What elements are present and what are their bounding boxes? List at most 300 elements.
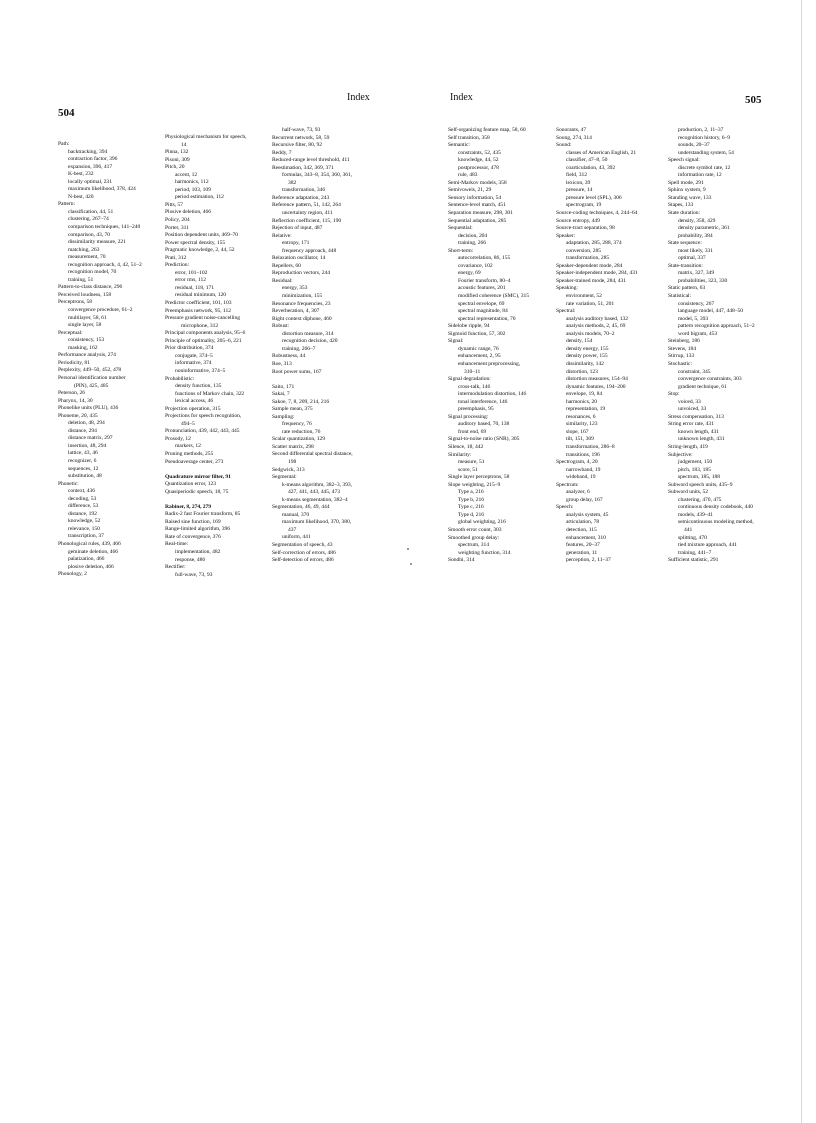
index-entry: Radix-2 fast Fourier transform, 85 bbox=[165, 511, 241, 518]
index-subentry: lexicon, 39 bbox=[566, 179, 591, 186]
index-entry: Segmentation, 46, 49, 444 bbox=[272, 504, 330, 511]
index-entry: Predictor coefficient, 101, 103 bbox=[165, 300, 232, 307]
index-subentry: adaptation, 285, 288, 374 bbox=[566, 240, 622, 247]
index-subentry: error, 101–102 bbox=[175, 269, 208, 276]
index-subentry: clustering, 267–74 bbox=[68, 216, 109, 223]
index-subentry: backtracking, 394 bbox=[68, 148, 108, 155]
index-entry: Rate of convergence, 376 bbox=[165, 533, 221, 540]
index-subentry: tied mixture approach, 441 bbox=[678, 542, 737, 549]
index-subentry: enhancement preprocessing, bbox=[458, 360, 521, 367]
index-subentry: lattice, 43, 46 bbox=[68, 450, 98, 457]
index-entry: Standing wave, 133 bbox=[668, 194, 712, 201]
index-entry: Rectifier: bbox=[165, 564, 186, 571]
right-page-number: 505 bbox=[745, 94, 762, 106]
index-subentry: training, 266 bbox=[458, 240, 486, 247]
index-entry: String error rate, 431 bbox=[668, 421, 714, 428]
index-subentry: plosive deletion, 466 bbox=[68, 563, 114, 570]
index-subentry: distortion, 123 bbox=[566, 368, 598, 375]
index-entry: Perceptrons, 58 bbox=[58, 299, 93, 306]
index-subentry: substitution, 48 bbox=[68, 473, 102, 480]
index-entry: Peterson, 26 bbox=[58, 390, 86, 397]
index-subentry: manual, 370 bbox=[282, 511, 310, 518]
index-subentry: Type b, 216 bbox=[458, 496, 484, 503]
index-entry: Pattern: bbox=[58, 201, 75, 208]
index-subentry: noninformative, 374–5 bbox=[175, 367, 226, 374]
index-entry: Robust: bbox=[272, 323, 290, 330]
index-subentry: markers, 12 bbox=[175, 443, 201, 450]
index-entry: Speaker-trained mode, 284, 431 bbox=[556, 277, 626, 284]
index-entry: Speech signal: bbox=[668, 157, 700, 164]
index-subentry: distance, 192 bbox=[68, 510, 97, 517]
index-entry: Steinberg, 186 bbox=[668, 338, 700, 345]
index-subentry: formulas, 343–8, 354, 360, 361, bbox=[282, 172, 353, 179]
index-subentry: response, 486 bbox=[175, 556, 206, 563]
index-entry: Rejection of input, 487 bbox=[272, 225, 323, 232]
index-subentry: covariance, 102 bbox=[458, 262, 493, 269]
index-entry: Scalar quantization, 129 bbox=[272, 436, 326, 443]
index-entry: Resonance frequencies, 23 bbox=[272, 300, 331, 307]
index-subentry: clustering, 470, 475 bbox=[678, 496, 722, 503]
index-subentry: acoustic features, 201 bbox=[458, 285, 506, 292]
index-subentry: distortion measure, 314 bbox=[282, 330, 334, 337]
index-column bbox=[668, 127, 755, 565]
index-entry: Self-correction of errors, 486 bbox=[272, 549, 336, 556]
index-entry: Reduced-range level threshold, 411 bbox=[272, 157, 350, 164]
index-entry: Signal degradation: bbox=[448, 376, 491, 383]
index-entry: Plosive deletion, 466 bbox=[165, 209, 212, 216]
index-subentry: rate reduction, 76 bbox=[282, 428, 321, 435]
index-subentry: knowledge, 44, 52 bbox=[458, 157, 499, 164]
index-subentry: production, 2, 11–37 bbox=[678, 127, 724, 133]
index-subentry: uncertainty region, 411 bbox=[282, 210, 333, 217]
index-entry: Pragmatic knowledge, 2, 44, 52 bbox=[165, 247, 235, 254]
index-subentry: field, 312 bbox=[566, 172, 587, 179]
index-subentry: word bigram, 453 bbox=[678, 330, 718, 337]
index-subentry: uniform, 441 bbox=[282, 534, 311, 541]
index-column bbox=[165, 134, 247, 579]
index-entry: Relative: bbox=[272, 232, 292, 239]
index-entry: Sphinx system, 9 bbox=[668, 187, 706, 194]
index-subentry: functions of Markov chain, 322 bbox=[175, 390, 245, 397]
index-subentry: modified coherence (SMC), 315 bbox=[458, 293, 529, 300]
index-entry: Reference adaptation, 243 bbox=[272, 194, 330, 201]
index-entry: Speaker-independent mode, 284, 431 bbox=[556, 270, 638, 277]
index-entry: Reproduction vectors, 244 bbox=[272, 270, 330, 277]
index-entry: Short-term: bbox=[448, 247, 474, 254]
index-entry: Periodicity, 81 bbox=[58, 359, 90, 366]
index-subentry: perception, 2, 11–37 bbox=[566, 557, 611, 564]
index-entry: Quasiperiodic speech, 18, 75 bbox=[165, 488, 229, 495]
index-subentry: single layer, 58 bbox=[68, 322, 102, 329]
index-subentry: N-best, 420 bbox=[68, 193, 94, 200]
index-subentry: dissimilarity measure, 221 bbox=[68, 239, 126, 246]
index-subentry: matching, 263 bbox=[68, 246, 100, 253]
index-subentry: convergence procedure, 61–2 bbox=[68, 307, 133, 314]
index-entry: Stapes, 133 bbox=[668, 202, 694, 209]
index-subentry: features, 20–37 bbox=[566, 542, 600, 549]
index-entry: Separation measure, 298, 301 bbox=[448, 210, 513, 217]
index-subentry: pattern recognition approach, 51–2 bbox=[678, 323, 755, 330]
index-subentry: global weighting, 216 bbox=[458, 519, 506, 526]
index-subentry: analysis methods, 2, 45, 69 bbox=[566, 323, 626, 330]
index-subentry: probability, 384 bbox=[678, 232, 713, 239]
index-entry: Preemphasis network, 95, 112 bbox=[165, 307, 231, 314]
index-subentry: density parametric, 361 bbox=[678, 225, 730, 232]
index-subentry: transformation, 286–8 bbox=[566, 443, 615, 450]
index-entry: Pattern-to-class distance, 296 bbox=[58, 284, 123, 291]
index-subentry: convergence constraints, 303 bbox=[678, 376, 742, 383]
index-subentry: most likely, 331 bbox=[678, 247, 714, 254]
index-entry: String-length, 419 bbox=[668, 443, 708, 450]
index-entry: Sample mean, 375 bbox=[272, 406, 313, 413]
index-subentry: classes of American English, 21 bbox=[566, 149, 637, 156]
index-subentry: lexical access, 46 bbox=[175, 398, 214, 405]
index-subentry: spectral magnitude, 84 bbox=[458, 308, 508, 315]
index-entry: Sufficient statistic, 291 bbox=[668, 557, 719, 564]
index-subentry: relevance, 150 bbox=[68, 525, 100, 532]
index-entry: Sidelobe ripple, 94 bbox=[448, 323, 490, 330]
index-entry: Subjective: bbox=[668, 451, 693, 458]
index-subentry: contraction factor, 396 bbox=[68, 156, 118, 163]
index-subentry: spectrum, 185, 188 bbox=[678, 474, 720, 481]
index-entry: Position dependent units, 469–70 bbox=[165, 232, 238, 239]
index-entry: Sequential: bbox=[448, 225, 473, 232]
index-entry: Relaxation oscillator, 14 bbox=[272, 255, 326, 262]
index-subentry: models, 439–41 bbox=[678, 511, 714, 518]
index-subentry: envelope, 19, 84 bbox=[566, 391, 603, 398]
index-entry: Self-organizing feature map, 58, 60 bbox=[448, 127, 526, 133]
index-subentry: K-best, 232 bbox=[68, 171, 94, 178]
index-subentry: recognition approach, 4, 42, 51–2 bbox=[68, 261, 142, 268]
index-entry: Sensory information, 54 bbox=[448, 194, 502, 201]
index-subentry: palatization, 466 bbox=[68, 556, 105, 563]
index-entry: Signal processing: bbox=[448, 413, 489, 420]
index-subentry: tonal interference, 146 bbox=[458, 398, 508, 405]
index-subentry: period estimation, 112 bbox=[175, 194, 224, 201]
index-entry: Sound: bbox=[556, 142, 572, 149]
index-entry: Projection operation, 315 bbox=[165, 405, 221, 412]
index-subentry: Fourier transform, 80–4 bbox=[458, 277, 511, 284]
index-subentry: residual, 118, 171 bbox=[175, 284, 214, 291]
index-entry: Scatter matrix, 298 bbox=[272, 443, 314, 450]
index-entry: Subword units, 52 bbox=[668, 489, 709, 496]
index-entry: Real-time: bbox=[165, 541, 189, 548]
index-entry: Segmental: bbox=[272, 474, 297, 481]
index-subentry: distortion measures, 154–94 bbox=[566, 376, 628, 383]
index-entry: Spectrogram, 4, 20 bbox=[556, 459, 598, 466]
index-entry: Repellers, 60 bbox=[272, 262, 301, 269]
index-subentry: half-wave, 73, 93 bbox=[282, 127, 321, 133]
index-entry: Sondhi, 314 bbox=[448, 557, 475, 564]
index-subentry: consistency, 153 bbox=[68, 337, 105, 344]
index-entry: Spell mode, 291 bbox=[668, 179, 704, 186]
index-subentry: enhancement, 2, 95 bbox=[458, 353, 501, 360]
index-entry: Speaker: bbox=[556, 232, 576, 239]
index-subentry: constraint, 345 bbox=[678, 368, 711, 375]
index-entry: Rabiner, 8, 274, 279 bbox=[165, 503, 212, 510]
index-subentry: measure, 51 bbox=[458, 459, 485, 466]
index-entry: Phonelike units (PLU), 436 bbox=[58, 405, 119, 412]
index-subentry: wideband, 19 bbox=[566, 474, 596, 481]
index-subentry: frequency approach, 448 bbox=[282, 247, 337, 254]
index-subentry: spectral envelope, 69 bbox=[458, 300, 505, 307]
index-entry: Phonology, 2 bbox=[58, 571, 87, 578]
index-subentry: energy, 353 bbox=[282, 285, 308, 292]
index-subentry: articulation, 78 bbox=[566, 519, 600, 526]
index-subentry: deletion, 48, 294 bbox=[68, 420, 105, 427]
index-subentry: postprocessor, 478 bbox=[458, 164, 499, 171]
index-subentry: maximum likelihood, 378, 424 bbox=[68, 186, 136, 193]
index-subentry: transformation, 346 bbox=[282, 187, 326, 194]
index-section-gap bbox=[165, 496, 247, 504]
index-entry: Semantic: bbox=[448, 142, 470, 149]
index-subentry: known length, 431 bbox=[678, 428, 719, 435]
index-subentry: tilt, 151, 309 bbox=[566, 436, 594, 443]
index-subentry: intermodulation distortion, 146 bbox=[458, 391, 527, 398]
index-subentry: classifier, 47–8, 50 bbox=[566, 157, 608, 164]
index-subentry: density power, 155 bbox=[566, 353, 608, 360]
index-subentry: environment, 52 bbox=[566, 293, 602, 300]
index-entry: Single layer perceptrons, 58 bbox=[448, 474, 510, 481]
index-subentry: cross-talk, 146 bbox=[458, 383, 491, 390]
index-entry: Pisoni, 309 bbox=[165, 156, 190, 163]
right-running-header: Index bbox=[450, 92, 473, 103]
index-subentry: comparison techniques, 141–240 bbox=[68, 224, 141, 231]
index-subentry: dynamic features, 194–200 bbox=[566, 383, 626, 390]
index-entry: State duration: bbox=[668, 210, 701, 217]
index-subentry: narrowband, 19 bbox=[566, 466, 601, 473]
index-entry: Recurrent network, 58, 59 bbox=[272, 134, 330, 141]
index-subentry: score, 51 bbox=[458, 466, 478, 473]
index-subentry: minimization, 155 bbox=[282, 293, 323, 300]
index-subentry: recognition history, 6–9 bbox=[678, 134, 731, 141]
index-subentry: recognition model, 70 bbox=[68, 269, 117, 276]
index-entry: Prosody, 12 bbox=[165, 435, 191, 442]
index-subentry: comparison, 43, 70 bbox=[68, 231, 110, 238]
index-subentry: distance matrix, 297 bbox=[68, 435, 113, 442]
index-entry: Phonological rules, 439, 466 bbox=[58, 540, 121, 547]
index-subentry: optimal, 337 bbox=[678, 255, 706, 262]
index-entry: Phonetic: bbox=[58, 480, 79, 487]
index-subentry: recognition decision, 420 bbox=[282, 338, 338, 345]
index-entry: Sakai, 7 bbox=[272, 391, 290, 398]
index-entry: Sakoe, 7, 8, 209, 214, 216 bbox=[272, 398, 330, 405]
index-entry: Principal components analysis, 95–6 bbox=[165, 330, 246, 337]
index-subentry: generation, 11 bbox=[566, 549, 598, 556]
index-entry: Speech: bbox=[556, 504, 574, 511]
index-entry: Pruning methods, 255 bbox=[165, 450, 214, 457]
index-entry: Quadrature mirror filter, 91 bbox=[165, 473, 231, 480]
index-section-gap bbox=[272, 376, 353, 384]
index-subentry: front end, 69 bbox=[458, 428, 487, 435]
index-entry: Subword speech units, 435–9 bbox=[668, 481, 733, 488]
index-entry: Source-tract separation, 98 bbox=[556, 225, 615, 232]
index-subentry: constraints, 52, 435 bbox=[458, 149, 501, 156]
index-entry: Raised sine function, 169 bbox=[165, 518, 221, 525]
index-subentry: analyzer, 6 bbox=[566, 489, 590, 496]
index-subentry: density, 154 bbox=[566, 338, 593, 345]
index-subentry: knowledge, 52 bbox=[68, 518, 101, 525]
index-subentry: group delay, 167 bbox=[566, 496, 603, 503]
index-subentry: model, 5, 393 bbox=[678, 315, 709, 322]
index-entry: Silence, 18, 442 bbox=[448, 443, 484, 450]
index-subentry: Type d, 216 bbox=[458, 511, 484, 518]
index-subentry: full-wave, 73, 93 bbox=[175, 571, 213, 578]
left-running-header: Index bbox=[347, 92, 370, 103]
index-subentry: Type c, 216 bbox=[458, 504, 484, 511]
index-subentry: consistency, 267 bbox=[678, 300, 715, 307]
index-subentry: training, 266–7 bbox=[282, 345, 316, 352]
index-subentry: conjugate, 374–5 bbox=[175, 352, 213, 359]
index-entry: Residual: bbox=[272, 277, 293, 284]
index-entry: Pitts, 57 bbox=[165, 201, 183, 208]
index-subentry: density function, 135 bbox=[175, 383, 222, 390]
index-subentry: energy, 69 bbox=[458, 270, 481, 277]
index-subentry: geminate deletion, 466 bbox=[68, 548, 119, 555]
index-entry: Sampling: bbox=[272, 413, 295, 420]
index-subentry: understanding system, 54 bbox=[678, 149, 734, 156]
index-entry: Smoothed group delay: bbox=[448, 534, 500, 541]
index-entry: Self transition, 358 bbox=[448, 134, 490, 141]
index-entry: Physiological mechanism for speech, bbox=[165, 134, 247, 140]
index-entry: Perplexity, 449–50, 452, 478 bbox=[58, 367, 122, 374]
index-subentry: accent, 12 bbox=[175, 171, 198, 178]
index-subentry: matrix, 327, 349 bbox=[678, 270, 715, 277]
index-subentry: language model, 447, 448–50 bbox=[678, 308, 743, 315]
index-subentry: training, 51 bbox=[68, 276, 94, 283]
index-subentry: context, 436 bbox=[68, 488, 96, 495]
index-subentry: informative, 374 bbox=[175, 360, 212, 367]
index-subentry: analysis auditory based, 132 bbox=[566, 315, 628, 322]
index-entry: Perceived loudness, 158 bbox=[58, 291, 112, 298]
index-subentry: k-means algorithm, 382–3, 393, bbox=[282, 481, 352, 488]
index-entry: Speaking: bbox=[556, 285, 578, 292]
index-subentry: unvoiced, 33 bbox=[678, 406, 707, 413]
index-subentry: decoding, 53 bbox=[68, 495, 97, 502]
index-subentry: (PIN), 425, 485 bbox=[74, 382, 109, 389]
index-entry: State-transition: bbox=[668, 262, 703, 269]
index-entry: Sequential adaptation, 285 bbox=[448, 217, 507, 224]
index-subentry: frequency, 76 bbox=[282, 421, 312, 428]
index-entry: Path: bbox=[58, 141, 70, 147]
index-entry: Similarity: bbox=[448, 451, 472, 458]
index-subentry: period, 103, 109 bbox=[175, 186, 211, 193]
index-subentry: spectral representation, 70 bbox=[458, 315, 516, 322]
index-entry: Segmentation of speech, 43 bbox=[272, 542, 333, 549]
index-subentry: rule, 483 bbox=[458, 172, 478, 179]
index-entry: Reflection coefficient, 115, 190 bbox=[272, 217, 342, 224]
index-subentry: sounds, 20–37 bbox=[678, 142, 710, 149]
index-entry: Prior distribution, 374 bbox=[165, 345, 214, 352]
index-entry: Source entropy, 449 bbox=[556, 217, 600, 224]
index-subentry: semicontinuous modeling method, bbox=[678, 519, 754, 526]
index-subentry: spectrum, 314 bbox=[458, 542, 490, 549]
index-subentry: conversion, 285 bbox=[566, 247, 601, 254]
index-entry: Prediction: bbox=[165, 262, 189, 269]
index-subentry: preemphasis, 95 bbox=[458, 406, 494, 413]
index-entry: Saito, 171 bbox=[272, 383, 295, 390]
index-entry: State sequence: bbox=[668, 240, 702, 247]
index-entry: Pinna, 132 bbox=[165, 149, 189, 156]
index-subentry: dissimilarity, 142 bbox=[566, 360, 604, 367]
index-entry: Source-coding techniques, 4, 244–64 bbox=[556, 210, 638, 217]
index-entry: Stochastic: bbox=[668, 360, 692, 367]
index-entry: Robustness, 44 bbox=[272, 353, 306, 360]
index-entry: Stop: bbox=[668, 391, 680, 398]
index-entry: Performance analysis, 274 bbox=[58, 352, 116, 359]
index-subentry: 441 bbox=[684, 526, 693, 533]
index-subentry: decision, 204 bbox=[458, 232, 488, 239]
index-entry: Pronunciation, 439, 442, 443, 445 bbox=[165, 428, 240, 435]
index-column bbox=[272, 127, 353, 565]
index-subentry: pressure, 14 bbox=[566, 187, 593, 194]
index-subentry: 14 bbox=[181, 141, 187, 148]
index-subentry: locally optimal, 231 bbox=[68, 178, 112, 185]
index-subentry: voiced, 33 bbox=[678, 398, 701, 405]
index-entry: Perceptual: bbox=[58, 329, 83, 336]
index-subentry: entropy, 171 bbox=[282, 240, 310, 247]
index-entry: Right context diphone, 460 bbox=[272, 315, 332, 322]
index-entry: Reddy, 7 bbox=[272, 149, 292, 156]
index-subentry: coarticulation, 43, 392 bbox=[566, 164, 616, 171]
page-edge-line bbox=[801, 0, 802, 1123]
index-subentry: k-means segmentation, 382–4 bbox=[282, 496, 348, 503]
index-subentry: classification, 44, 51 bbox=[68, 208, 114, 215]
index-entry: Pharynx, 14, 30 bbox=[58, 397, 93, 404]
index-entry: Pitch, 20 bbox=[165, 164, 185, 171]
index-entry: Sigmoid function, 57, 302 bbox=[448, 330, 506, 337]
index-subentry: error rms, 112 bbox=[175, 277, 206, 284]
index-subentry: density, 358, 429 bbox=[678, 217, 716, 224]
index-entry: Semivowels, 21, 29 bbox=[448, 187, 492, 194]
index-subentry: transformation, 285 bbox=[566, 255, 610, 262]
index-entry: Speaker-dependent mode, 284 bbox=[556, 262, 623, 269]
index-subentry: maximum likelihood, 370, 380, bbox=[282, 519, 352, 526]
index-subentry: detection, 115 bbox=[566, 526, 597, 533]
index-entry: Roe, 313 bbox=[272, 360, 292, 367]
index-entry: Recursive filter, 80, 92 bbox=[272, 142, 322, 149]
index-entry: Prati, 312 bbox=[165, 254, 187, 261]
index-subentry: residual minimum, 120 bbox=[175, 292, 226, 299]
index-subentry: discrete symbol rate, 12 bbox=[678, 164, 731, 171]
index-subentry: rate variation, 51, 201 bbox=[566, 300, 615, 307]
index-entry: Signal: bbox=[448, 338, 464, 345]
index-entry: Sentence-level match, 451 bbox=[448, 202, 506, 209]
index-subentry: Type a, 216 bbox=[458, 489, 484, 496]
index-subentry: transitions, 196 bbox=[566, 451, 600, 458]
index-subentry: recognizer, 6 bbox=[68, 457, 97, 464]
index-subentry: 310–11 bbox=[464, 368, 481, 375]
index-entry: Porter, 311 bbox=[165, 224, 189, 231]
index-subentry: multilayer, 58, 61 bbox=[68, 314, 107, 321]
index-subentry: dynamic range, 76 bbox=[458, 345, 499, 352]
index-subentry: expansion, 396, 417 bbox=[68, 163, 113, 170]
index-subentry: continuous density codebook, 440 bbox=[678, 504, 753, 511]
index-entry: Reestimation, 342, 369, 371 bbox=[272, 164, 334, 171]
index-section-gap bbox=[165, 466, 247, 474]
index-subentry: resonances, 6 bbox=[566, 413, 596, 420]
index-subentry: transcription, 37 bbox=[68, 533, 104, 540]
index-subentry: distance, 294 bbox=[68, 427, 97, 434]
index-subentry: spectrogram, 19 bbox=[566, 202, 602, 209]
index-subentry: sequences, 12 bbox=[68, 465, 99, 472]
index-subentry: unknown length, 431 bbox=[678, 436, 725, 443]
index-subentry: masking, 162 bbox=[68, 344, 98, 351]
index-entry: Policy, 204 bbox=[165, 217, 190, 224]
index-subentry: 198 bbox=[288, 459, 297, 466]
index-subentry: weighting function, 314 bbox=[458, 549, 511, 556]
index-subentry: implementation, 482 bbox=[175, 548, 221, 555]
